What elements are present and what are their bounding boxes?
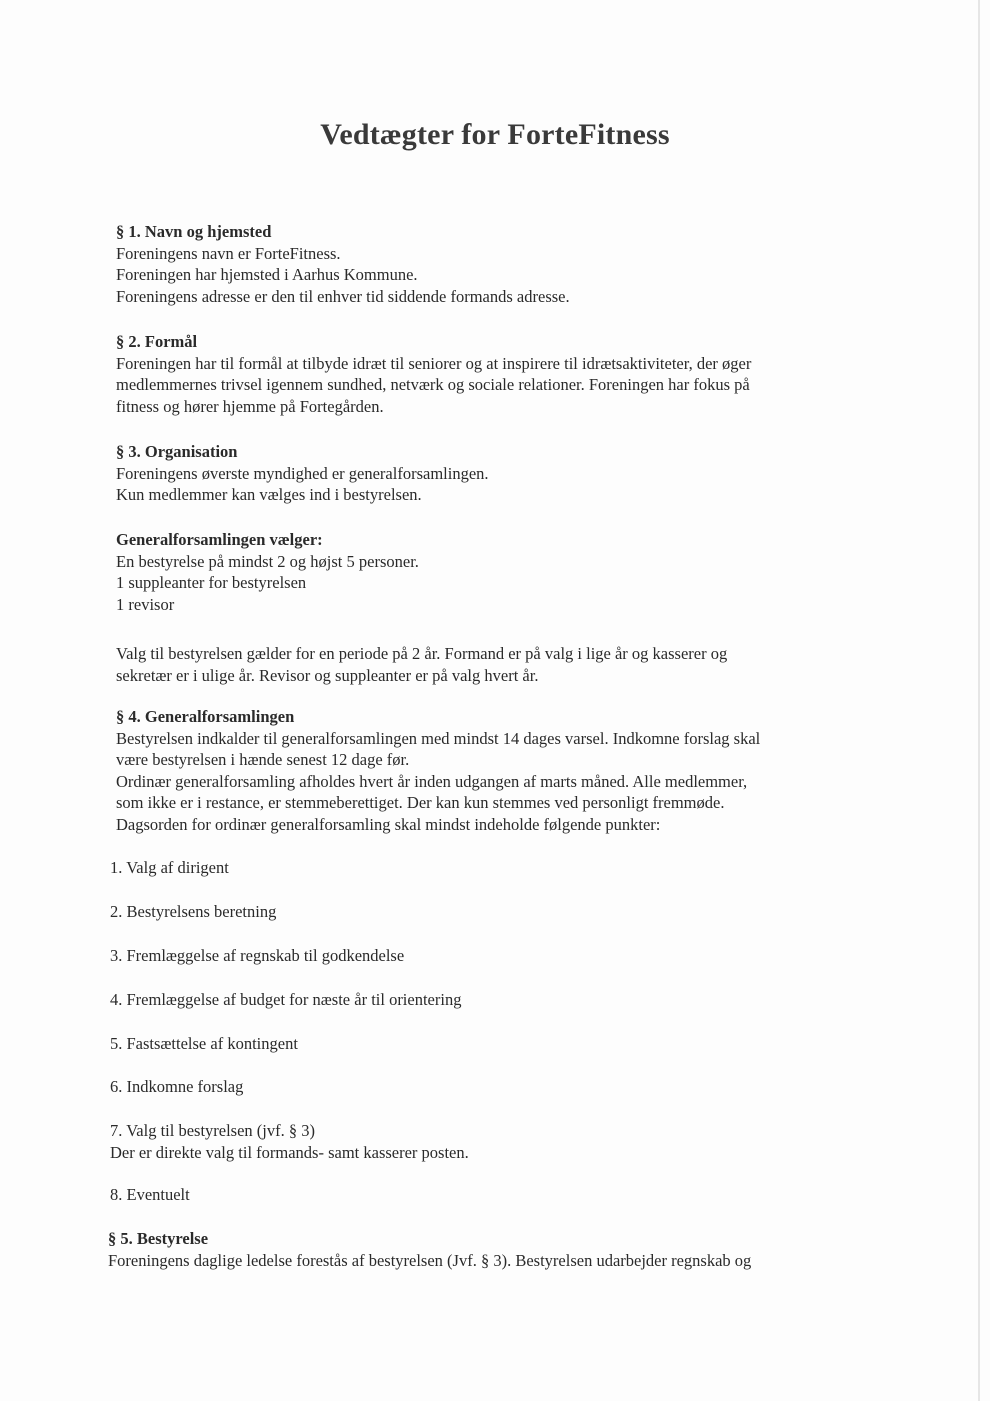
section-3 [116,441,876,506]
section-2-line: fitness og hører hjemme på Fortegården. [116,396,384,416]
section-3-line: Foreningens øverste myndighed er generalforsamlingen. [116,463,489,483]
section-1-heading: § 1. Navn og hjemsted [116,222,272,241]
section-4-line: Ordinær generalforsamling afholdes hvert år inden udgangen af marts måned. Alle medlemmer, [116,771,748,791]
section-4-line: være bestyrelsen i hænde senest 12 dage før. [116,750,410,769]
section-2-heading: § 2. Formål [116,332,198,351]
election-terms-line: sekretær er i ulige år. Revisor og suppleanter er på valg hvert år. [116,665,539,685]
agenda-item: 1. Valg af dirigent [110,858,229,877]
section-3-heading: § 3. Organisation [116,442,238,461]
section-5-heading: § 5. Bestyrelse [108,1229,209,1248]
section-2-line: medlemmernes trivsel igennem sundhed, netværk og sociale relationer. Foreningen har fokus på [116,375,750,394]
agenda-item: 4. Fremlæggelse af budget for næste år til orientering [110,990,462,1009]
section-4 [116,706,876,835]
section-5-line: Foreningens daglige ledelse forestås af bestyrelsen (Jvf. § 3). Bestyrelsen udarbejder regnskab og [108,1250,752,1270]
section-1-line: Foreningen har hjemsted i Aarhus Kommune. [116,265,418,284]
page-edge-divider [978,0,980,1401]
section-2-line: Foreningen har til formål at tilbyde idræt til seniorer og at inspirere til idrætsaktiviteter, der øger [116,353,752,373]
document-title: Vedtægter for ForteFitness [320,118,670,151]
agenda-item: 7. Valg til bestyrelsen (jvf. § 3) [110,1121,315,1140]
general-assembly-elects-heading: Generalforsamlingen vælger: [116,530,323,549]
general-assembly-elects-line: 1 suppleanter for bestyrelsen [116,573,307,592]
section-1 [116,221,876,307]
section-1-line: Foreningens navn er ForteFitness. [116,243,341,263]
section-4-line: som ikke er i restance, er stemmeberettiget. Der kan kun stemmes ved personligt fremmøde. [116,793,725,812]
section-1-line: Foreningens adresse er den til enhver tid siddende formands adresse. [116,286,570,306]
election-terms-line: Valg til bestyrelsen gælder for en periode på 2 år. Formand er på valg i lige år og kasserer og [116,644,728,663]
section-3-line: Kun medlemmer kan vælges ind i bestyrelsen. [116,485,422,504]
agenda-item: 2. Bestyrelsens beretning [110,902,277,921]
section-4-heading: § 4. Generalforsamlingen [116,707,295,726]
agenda-item-note: Der er direkte valg til formands- samt kasserer posten. [110,1143,469,1162]
general-assembly-elects-line: En bestyrelse på mindst 2 og højst 5 personer. [116,551,419,571]
agenda-item: 5. Fastsættelse af kontingent [110,1034,298,1053]
election-terms [116,643,876,686]
agenda-item: 6. Indkomne forslag [110,1077,244,1096]
section-4-line: Bestyrelsen indkalder til generalforsamlingen med mindst 14 dages varsel. Indkomne forslag skal [116,728,761,748]
section-2 [116,331,876,417]
general-assembly-elects-line: 1 revisor [116,594,175,614]
agenda-item: 3. Fremlæggelse af regnskab til godkendelse [110,946,405,965]
agenda-item: 8. Eventuelt [110,1185,190,1204]
section-4-line: Dagsorden for ordinær generalforsamling skal mindst indeholde følgende punkter: [116,814,661,834]
general-assembly-elects [116,529,876,615]
section-5 [108,1228,868,1271]
